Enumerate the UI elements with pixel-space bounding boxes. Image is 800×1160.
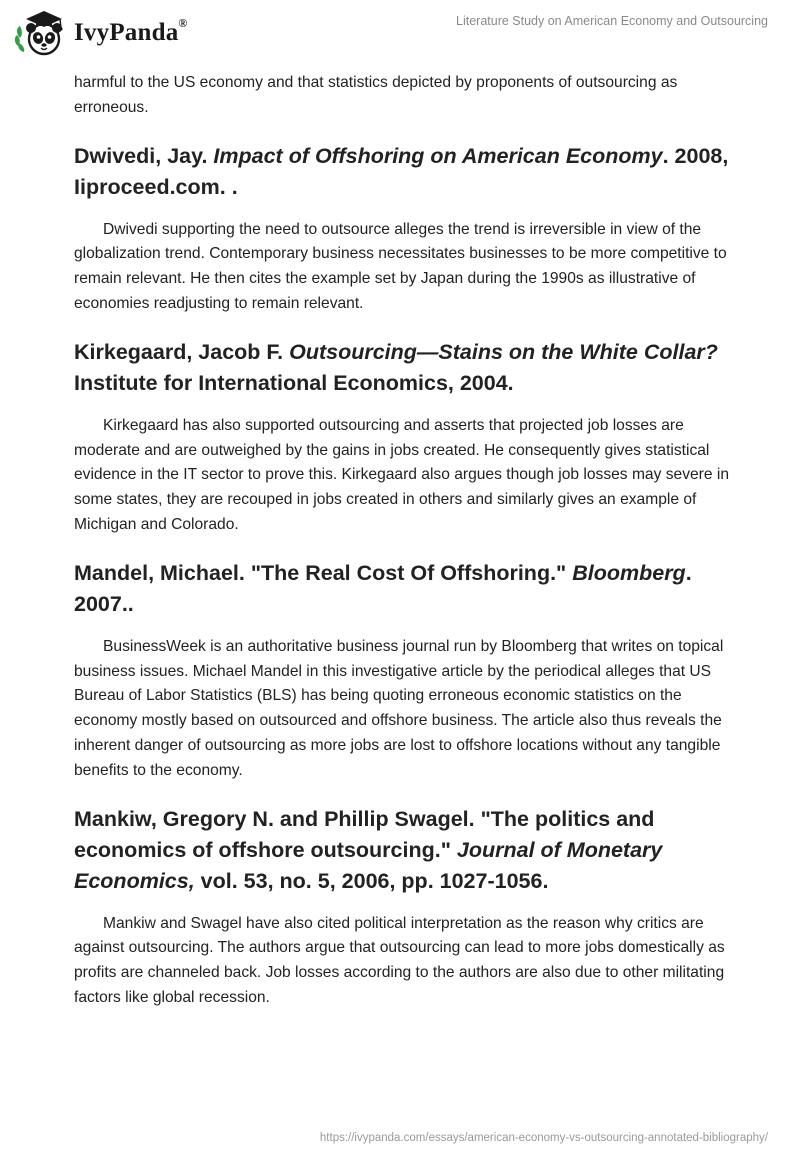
entry-citation: Dwivedi, Jay. Impact of Offshoring on American Economy. 2008, Iiproceed.com. . — [74, 143, 729, 199]
entry-citation: Mandel, Michael. "The Real Cost Of Offshoring." Bloomberg. 2007.. — [74, 560, 692, 616]
entry-citation: Mankiw, Gregory N. and Phillip Swagel. "The politics and economics of offshore outsourcing." Journal of Monetary Economics, vol. 53, no. 5, 2006, pp. 1027-1056. — [74, 806, 663, 893]
entry-annotation: Dwivedi supporting the need to outsource alleges the trend is irreversible in view of the globalization trend. Contemporary business necessitates businesses to be more competitive to remain relevant. He then cites the example set by Japan during the 1990s as illustrative of economies readjusting to remain relevant. — [74, 220, 727, 312]
entry-annotation: BusinessWeek is an authoritative business journal run by Bloomberg that writes on topical business issues. Michael Mandel in this investigative article by the periodical alleges that US Bureau of Labor Statistics (BLS) has being quoting erroneous economic statistics on the economy mostly based on outsourced and offshore business. The article also thus reveals the inherent danger of outsourcing as more jobs are lost to offshore locations without any tangible benefits to the economy. — [74, 637, 724, 779]
bibliography-entry — [74, 804, 734, 1011]
page-header — [0, 0, 800, 60]
brand-name: IvyPanda® — [74, 15, 188, 46]
entry-citation: Kirkegaard, Jacob F. Outsourcing—Stains on the White Collar? Institute for International Economics, 2004. — [74, 339, 718, 395]
bibliography-entry — [74, 558, 734, 784]
intro-paragraph: harmful to the US economy and that statistics depicted by proponents of outsourcing as erroneous. — [74, 74, 678, 116]
panda-graduate-icon — [14, 8, 68, 58]
bibliography-content — [74, 71, 734, 1011]
bibliography-entry — [74, 141, 734, 317]
entry-annotation: Kirkegaard has also supported outsourcing and asserts that projected job losses are moderate and are outweighed by the gains in jobs created. He consequently gives statistical evidence in the IT sector to prove this. Kirkegaard also argues though job losses may severe in some states, they are recouped in jobs created in others and similarly gives an example of Michigan and Colorado. — [74, 416, 730, 533]
document-title: Literature Study on American Economy and Outsourcing — [456, 14, 768, 28]
bibliography-entry — [74, 337, 734, 538]
entry-annotation: Mankiw and Swagel have also cited political interpretation as the reason why critics are against outsourcing. The authors argue that outsourcing can lead to more jobs domestically as profits are channeled back. Job losses according to the authors are also due to other militating factors like global recession. — [74, 914, 725, 1006]
ivypanda-logo[interactable] — [14, 8, 188, 58]
source-url[interactable]: https://ivypanda.com/essays/american-economy-vs-outsourcing-annotated-bibliography/ — [319, 1132, 768, 1144]
